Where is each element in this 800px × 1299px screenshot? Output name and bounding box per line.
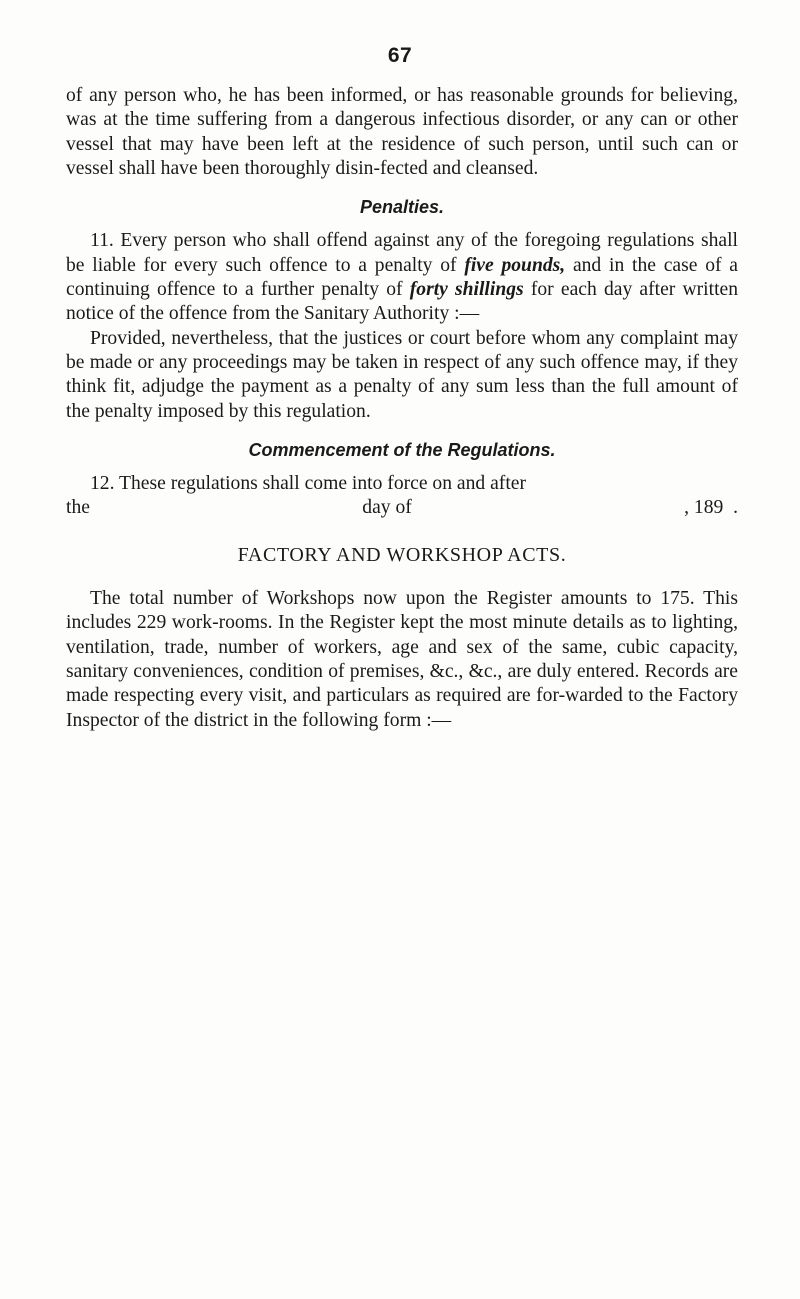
regulation-12-paragraph: 12. These regulations shall come into force on and after (90, 473, 526, 495)
penalties-heading: Penalties. (359, 197, 445, 218)
commencement-date-line (66, 496, 738, 520)
factory-workshop-paragraph: The total number of Workshops now upon the Register amounts to 175. This includes 229 work-rooms. In the Register kept the most minute details as to lighting, ventilation, trade, number of workers, age and sex of the same, cubic capacity, sanitary conveniences, condition of premises, &c., &c., are duly entered. Records are made respecting every visit, and particulars as required are for-warded to the Factory Inspector of the district in the following form :— (66, 588, 738, 731)
proviso-paragraph: Provided, nevertheless, that the justices or court before whom any complaint may be made or any proceedings may be taken in respect of any such offence may, if they think fit, adjudge the payment as a penalty of any sum less than the full amount of the penalty imposed by this regulation. (66, 327, 738, 422)
penalty-amount-five-pounds: five pounds, (464, 254, 566, 276)
opening-paragraph: of any person who, he has been informed, or has reasonable grounds for believing, was at the time suffering from a dangerous infectious disorder, or any can or other vessel that may have been left at the residence of such person, until such can or vessel shall have been thoroughly disin-fected and cleansed. (66, 85, 738, 179)
factory-workshop-acts-heading: FACTORY AND WORKSHOP ACTS. (237, 543, 567, 566)
penalty-amount-forty-shillings: forty shillings (409, 279, 524, 301)
date-the: the (66, 497, 90, 519)
regulation-11-paragraph (66, 229, 738, 326)
page-number: 67 (387, 44, 413, 67)
regulation-11-text-c: for each day after written notice of the offence from the Sanitary Authority :— (66, 279, 739, 325)
regulation-11-text-a: 11. Every person who shall offend against any of the foregoing regulations shall be liable for every such offence to a penalty of (66, 230, 738, 276)
regulation-11-text-b: and in the case of a continuing offence to a further penalty of (66, 254, 739, 301)
date-day-of: day of (362, 497, 412, 519)
page-body (66, 84, 738, 733)
commencement-heading: Commencement of the Regulations. (248, 439, 556, 460)
date-year: , 189 . (684, 497, 738, 519)
